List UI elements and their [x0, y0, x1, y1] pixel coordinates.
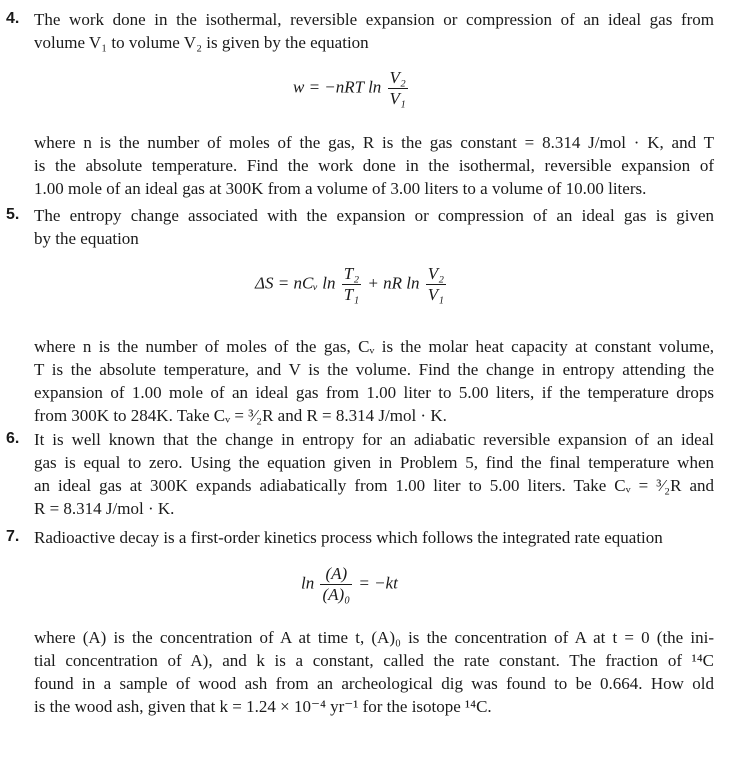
text-line: It is well known that the change in entropy for an adiabatic reversible expansion of an ideal	[34, 430, 714, 449]
denominator: (A)₀	[322, 585, 351, 604]
equation-rhs: = −kt	[358, 573, 398, 593]
numerator: V₂	[389, 68, 406, 87]
problem-body	[34, 626, 714, 718]
text-line: by the equation	[34, 229, 139, 248]
fraction	[320, 564, 352, 605]
equation-middle: + nR ln	[367, 273, 420, 293]
denominator: V₁	[427, 285, 445, 304]
problem-body	[34, 131, 714, 200]
problem-body	[34, 335, 714, 427]
problem-intro	[34, 526, 714, 549]
text-line: The work done in the isothermal, reversible expansion or compression of an ideal gas from	[34, 10, 714, 29]
text-line: an ideal gas at 300K expands adiabatically from 1.00 liter to 5.00 liters. Take Cᵥ = ³⁄₂R and	[34, 476, 714, 495]
problem-number: 4.	[6, 10, 20, 27]
text-line: where (A) is the concentration of A at time t, (A)₀ is the concentration of A at t = 0 (the ini-	[34, 628, 714, 647]
problem-intro	[34, 8, 714, 54]
numerator: (A)	[320, 564, 352, 585]
numerator: T₂	[343, 264, 360, 283]
text-line: R = 8.314 J/mol · K.	[34, 499, 175, 518]
text-line: is the absolute temperature. Find the work done in the isothermal, reversible expansion of	[34, 156, 714, 175]
text-line: The entropy change associated with the expansion or compression of an ideal gas is given	[34, 206, 714, 225]
text-line: found in a sample of wood ash from an archeological dig was found to be 0.664. How old	[34, 674, 714, 693]
text-line: 1.00 mole of an ideal gas at 300K from a volume of 3.00 liters to a volume of 10.00 liters.	[34, 179, 647, 198]
text-line: tial concentration of A), and k is a constant, called the rate constant. The fraction of ¹⁴C	[34, 651, 714, 670]
fraction	[426, 264, 446, 305]
equation	[255, 264, 448, 305]
denominator: T₁	[343, 285, 360, 304]
equation-lhs: ln	[301, 573, 315, 593]
problem-number: 5.	[6, 206, 20, 223]
text-line: is the wood ash, given that k = 1.24 × 10⁻⁴ yr⁻¹ for the isotope ¹⁴C.	[34, 697, 492, 716]
equation-lhs: w = −nRT ln	[293, 77, 382, 97]
problem-intro	[34, 204, 714, 250]
text-line: gas is equal to zero. Using the equation given in Problem 5, find the final temperature when	[34, 453, 714, 472]
text-line: from 300K to 284K. Take Cᵥ = ³⁄₂R and R = 8.314 J/mol · K.	[34, 406, 447, 425]
equation-lhs: ΔS = nCᵥ ln	[255, 273, 336, 293]
text-line: expansion of 1.00 mole of an ideal gas from 1.00 liter to 5.00 liters, if the temperature drops	[34, 383, 714, 402]
text-line: volume V₁ to volume V₂ is given by the equation	[34, 33, 369, 52]
equation	[301, 564, 398, 605]
text-line: T is the absolute temperature, and V is the volume. Find the change in entropy attending the	[34, 360, 714, 379]
numerator: V₂	[427, 264, 445, 283]
fraction	[388, 68, 408, 109]
text-line: where n is the number of moles of the gas, Cᵥ is the molar heat capacity at constant volume,	[34, 337, 714, 356]
equation	[293, 68, 410, 109]
problem-body	[34, 428, 714, 520]
text-line: Radioactive decay is a first-order kinetics process which follows the integrated rate equation	[34, 528, 663, 547]
problem-number: 7.	[6, 528, 20, 545]
problem-number: 6.	[6, 430, 20, 447]
text-line: where n is the number of moles of the gas, R is the gas constant = 8.314 J/mol · K, and T	[34, 133, 714, 152]
fraction	[342, 264, 361, 305]
denominator: V₁	[389, 89, 406, 108]
